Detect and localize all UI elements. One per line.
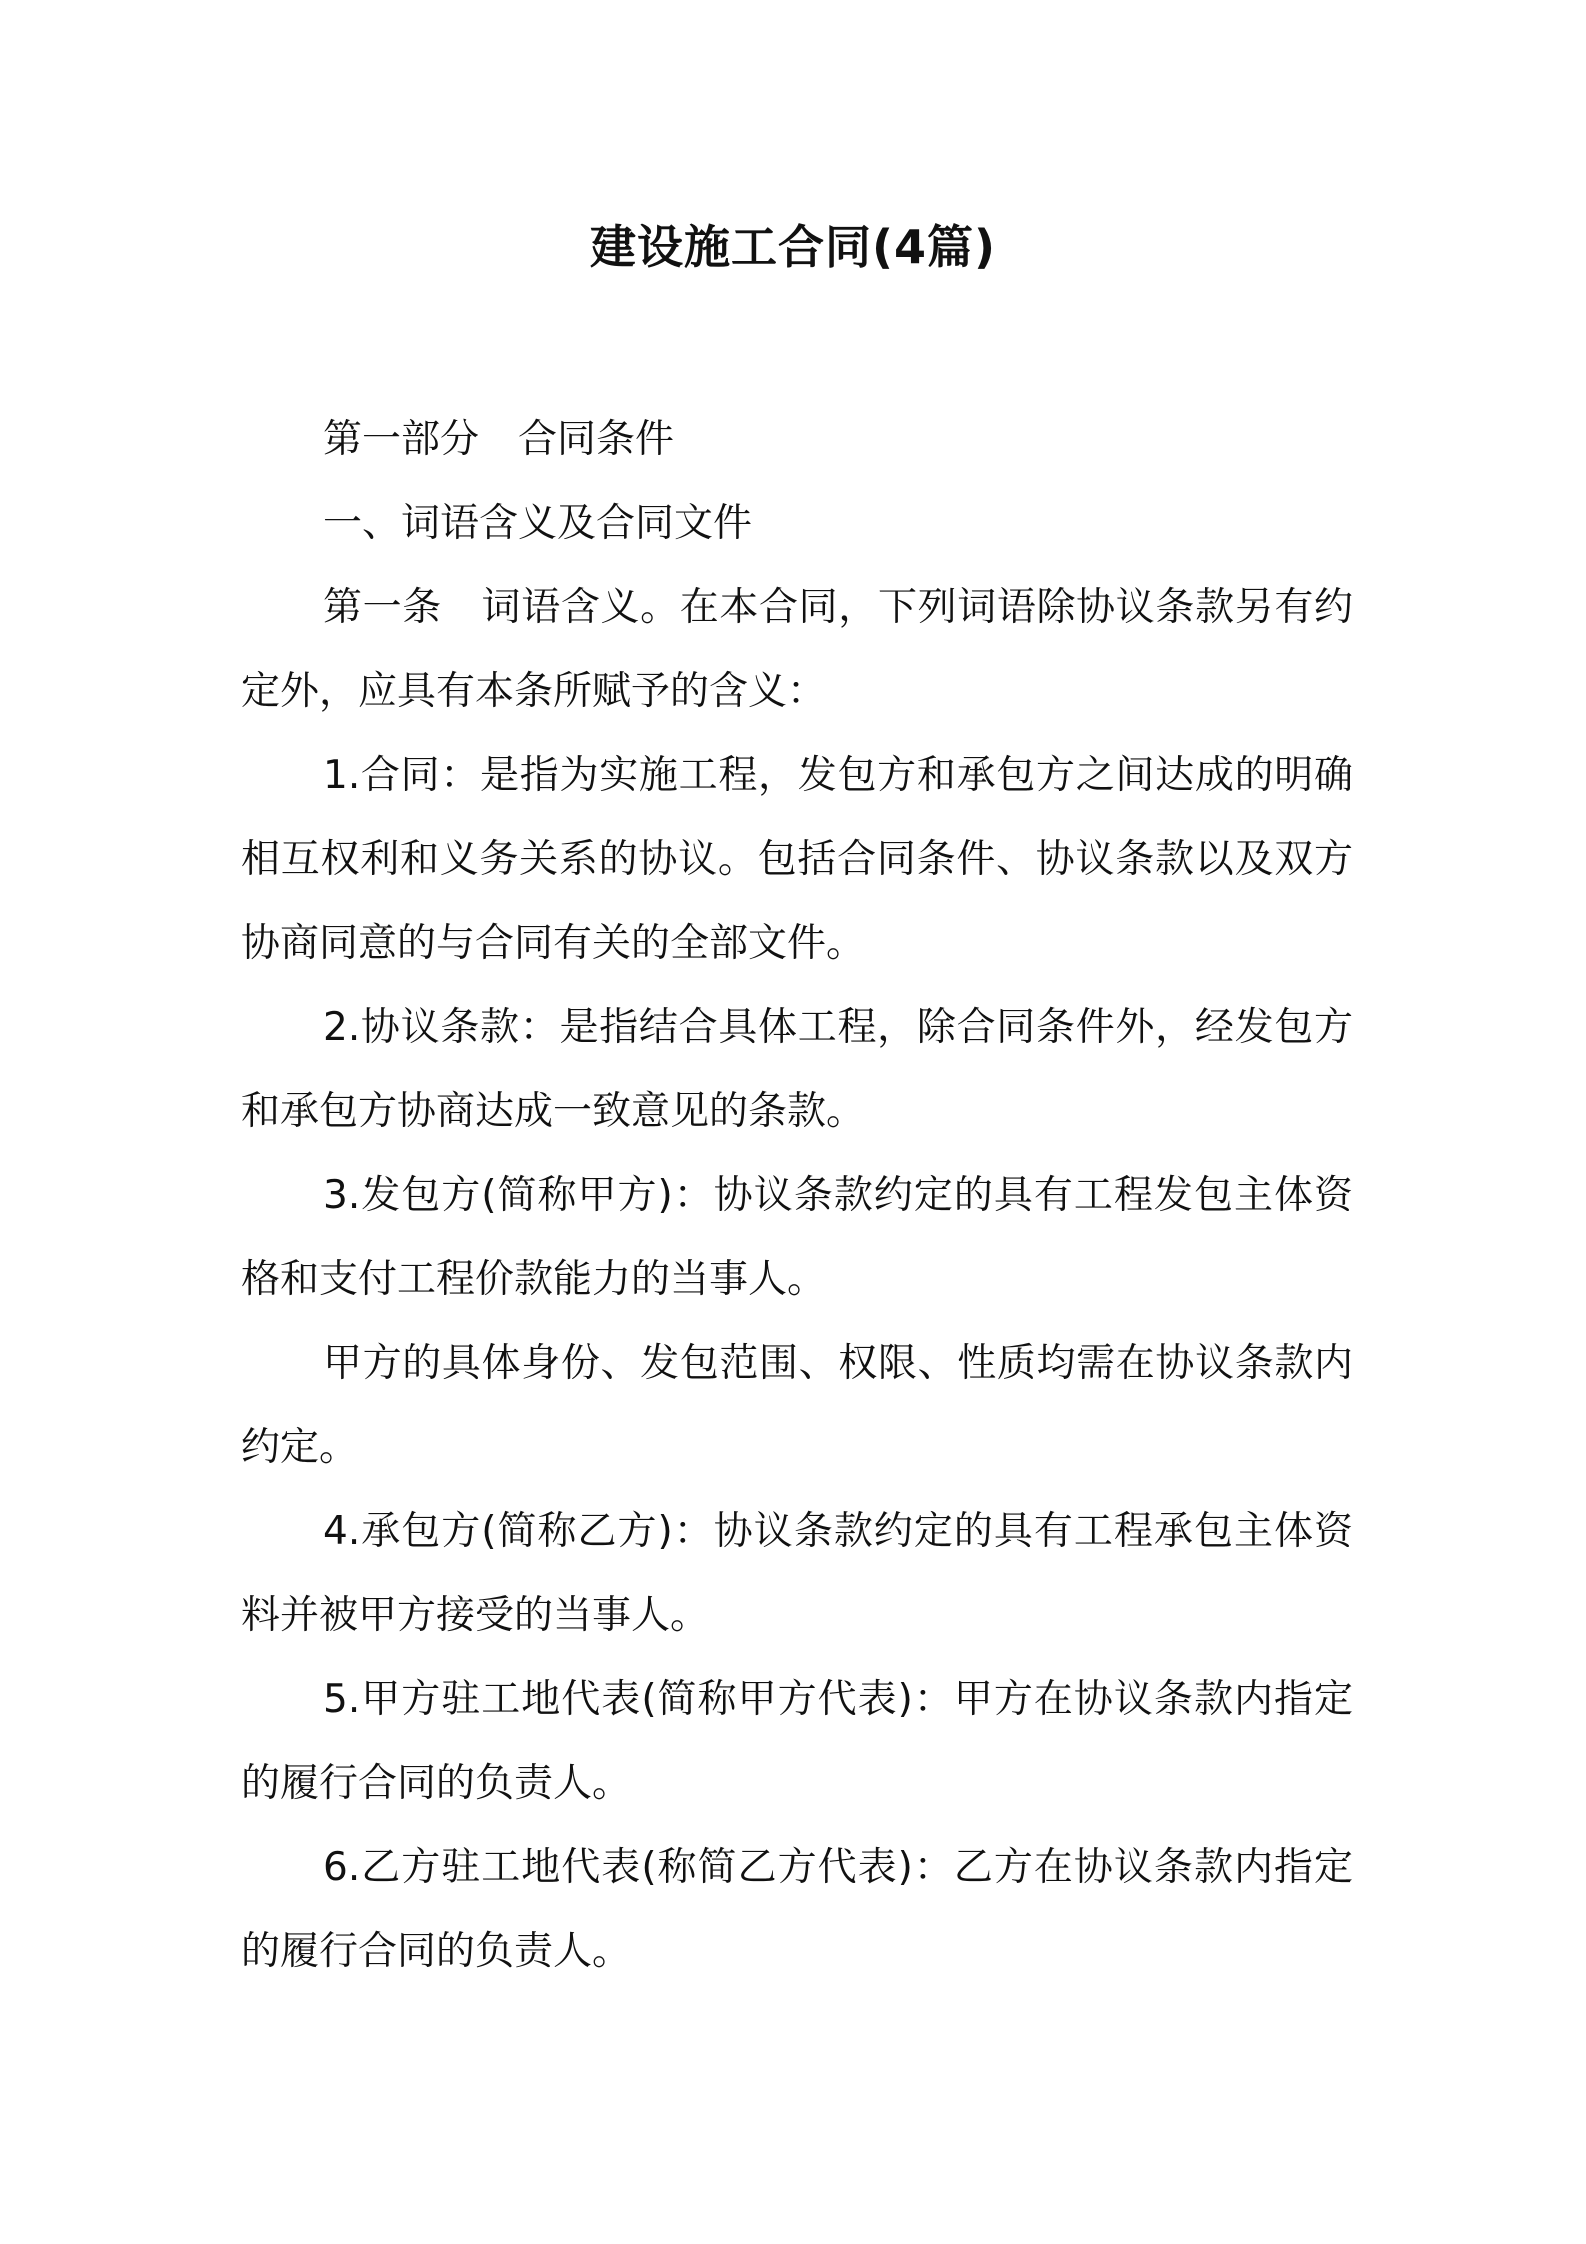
definition-paragraph: 5.甲方驻工地代表(简称甲方代表)：甲方在协议条款内指定的履行合同的负责人。 bbox=[241, 1677, 1353, 1806]
section-heading: 一、词语含义及合同文件 bbox=[323, 501, 753, 546]
definition-paragraph: 3.发包方(简称甲方)：协议条款约定的具有工程发包主体资格和支付工程价款能力的当事人。 bbox=[241, 1173, 1353, 1302]
note-paragraph: 甲方的具体身份、发包范围、权限、性质均需在协议条款内约定。 bbox=[241, 1341, 1353, 1470]
article-paragraph: 第一条 词语含义。在本合同，下列词语除协议条款另有约定外，应具有本条所赋予的含义： bbox=[241, 585, 1353, 714]
part-heading: 第一部分 合同条件 bbox=[323, 417, 675, 462]
document-title: 建设施工合同(4篇) bbox=[589, 220, 997, 274]
definition-paragraph: 4.承包方(简称乙方)：协议条款约定的具有工程承包主体资料并被甲方接受的当事人。 bbox=[241, 1509, 1353, 1638]
definition-paragraph: 6.乙方驻工地代表(称简乙方代表)：乙方在协议条款内指定的履行合同的负责人。 bbox=[241, 1845, 1353, 1974]
document-body bbox=[241, 398, 1353, 1994]
definition-paragraph: 1.合同：是指为实施工程，发包方和承包方之间达成的明确相互权利和义务关系的协议。包括合同条件、协议条款以及双方协商同意的与合同有关的全部文件。 bbox=[241, 753, 1353, 966]
definition-paragraph: 2.协议条款：是指结合具体工程，除合同条件外，经发包方和承包方协商达成一致意见的条款。 bbox=[241, 1005, 1353, 1134]
